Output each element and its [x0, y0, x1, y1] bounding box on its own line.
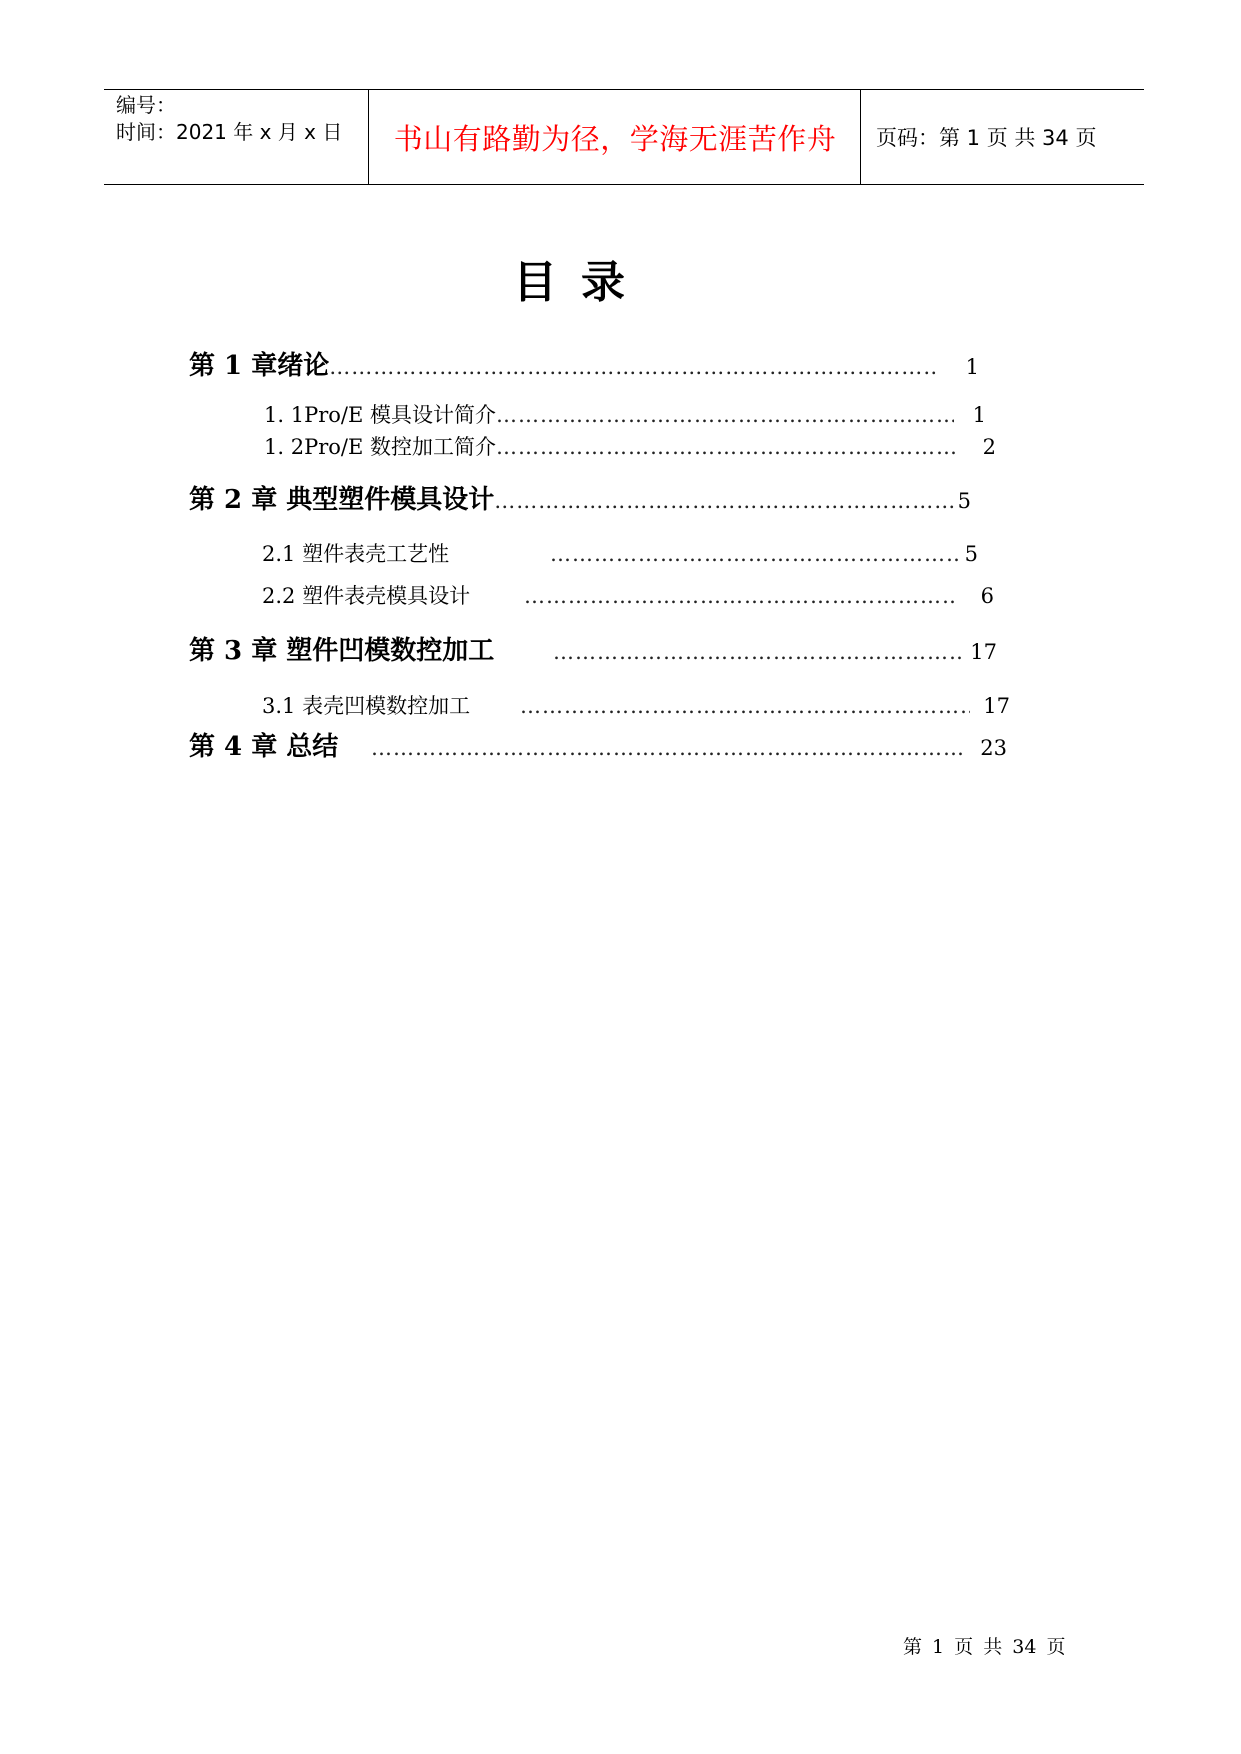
- toc-entry[interactable]: [189, 630, 997, 667]
- toc-entry-page: 23: [980, 736, 1007, 760]
- dot-leader: [496, 435, 956, 459]
- toc-entry[interactable]: [264, 399, 986, 429]
- toc-entry[interactable]: [262, 538, 978, 568]
- toc-entry-label: 第 2 章 典型塑件模具设计: [189, 485, 495, 515]
- toc-entry[interactable]: [262, 580, 994, 610]
- footer-page-number: 第 1 页 共 34 页: [903, 1636, 1066, 1658]
- page-info: 页码：第 1 页 共 34 页: [876, 126, 1097, 150]
- toc-entry[interactable]: [264, 431, 996, 461]
- dot-leader: [329, 355, 939, 379]
- toc-entry-label: 1. 2Pro/E 数控加工简介: [264, 435, 496, 459]
- motto-text: 书山有路勤为径，学海无涯苦作舟: [393, 121, 837, 156]
- dot-leader: [524, 584, 954, 608]
- dot-leader: [553, 640, 965, 664]
- toc-entry-label: 3.1 表壳凹模数控加工: [262, 694, 471, 718]
- toc-title: 目录: [513, 257, 649, 308]
- toc-entry-page: 1: [972, 403, 986, 427]
- dot-leader: [371, 736, 967, 760]
- dot-leader: [550, 542, 962, 566]
- toc-entry[interactable]: [189, 726, 1007, 763]
- toc-entry-page: 2: [982, 435, 996, 459]
- toc-entry-page: 17: [983, 694, 1010, 718]
- time-label: 时间：2021 年 x 月 x 日: [116, 120, 343, 144]
- toc-entry-page: 5: [964, 542, 978, 566]
- header-page-cell: [862, 90, 1144, 184]
- dot-leader: [494, 489, 955, 513]
- toc-entry[interactable]: [189, 479, 971, 516]
- toc-entry[interactable]: [189, 345, 979, 382]
- dot-leader: [496, 403, 954, 427]
- header-motto-cell: [370, 90, 861, 184]
- toc-entry-label: 第 4 章 总结: [189, 732, 339, 762]
- dot-leader: [520, 694, 970, 718]
- document-header: [104, 89, 1144, 185]
- toc-entry-page: 1: [965, 355, 979, 379]
- toc-entry-label: 第 1 章绪论: [189, 351, 330, 381]
- toc-entry-label: 2.2 塑件表壳模具设计: [262, 584, 471, 608]
- toc-entry[interactable]: [262, 690, 1010, 720]
- number-label: 编号：: [116, 93, 176, 117]
- toc-entry-label: 2.1 塑件表壳工艺性: [262, 542, 450, 566]
- toc-entry-page: 6: [980, 584, 994, 608]
- header-left-cell: [104, 90, 369, 184]
- toc-entry-page: 5: [957, 489, 971, 513]
- toc-entry-label: 1. 1Pro/E 模具设计简介: [264, 403, 496, 427]
- toc-entry-page: 17: [970, 640, 997, 664]
- toc-entry-label: 第 3 章 塑件凹模数控加工: [189, 636, 495, 666]
